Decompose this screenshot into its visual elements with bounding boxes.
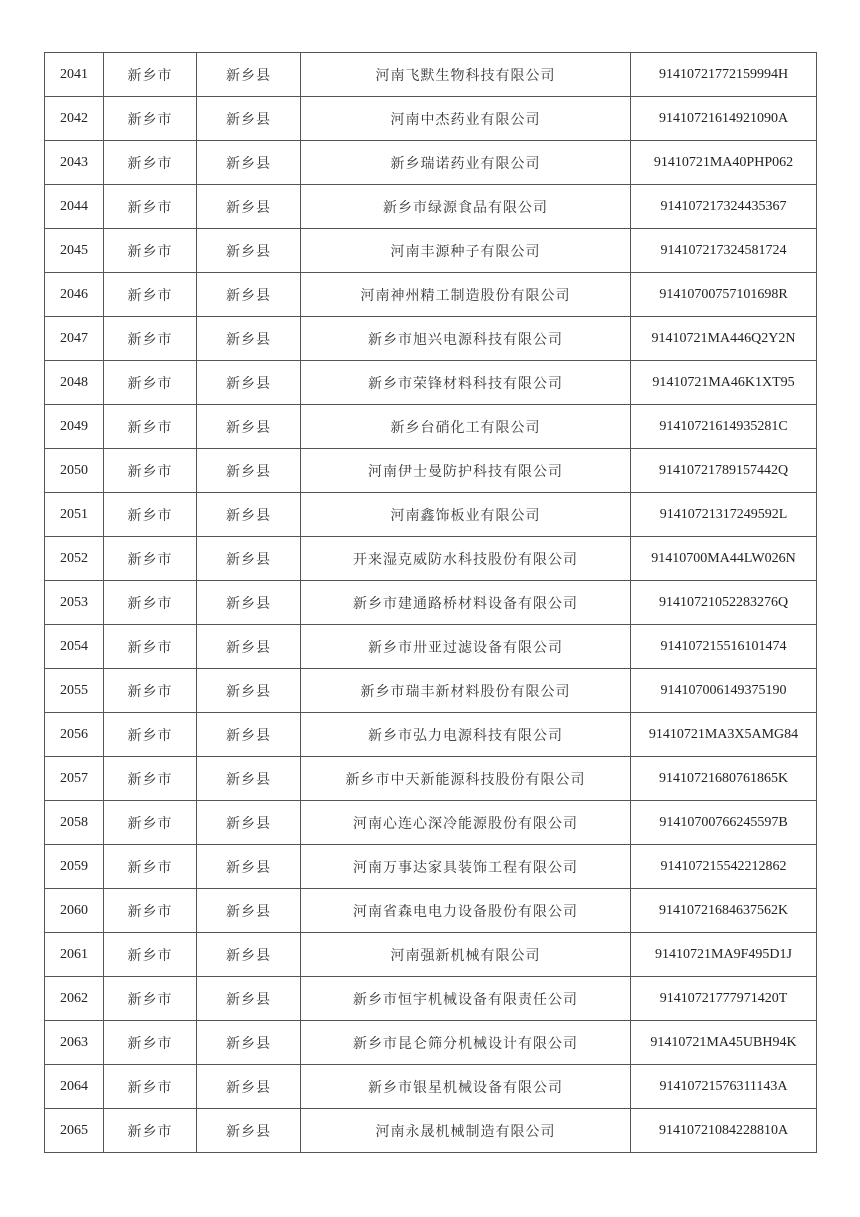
row-number: 2058 — [45, 801, 104, 845]
credit-code-cell: 91410721789157442Q — [631, 449, 817, 493]
credit-code-cell: 914107215542212862 — [631, 845, 817, 889]
company-name-cell: 河南强新机械有限公司 — [301, 933, 631, 977]
credit-code-cell: 91410721MA46K1XT95 — [631, 361, 817, 405]
table-row — [45, 317, 817, 361]
city-cell: 新乡市 — [104, 493, 197, 537]
county-cell: 新乡县 — [197, 669, 301, 713]
row-number: 2052 — [45, 537, 104, 581]
county-cell: 新乡县 — [197, 405, 301, 449]
enterprise-table — [44, 52, 817, 1153]
credit-code-cell: 91410721777971420T — [631, 977, 817, 1021]
county-cell: 新乡县 — [197, 1065, 301, 1109]
row-number: 2048 — [45, 361, 104, 405]
county-cell: 新乡县 — [197, 977, 301, 1021]
county-cell: 新乡县 — [197, 229, 301, 273]
credit-code-cell: 91410700766245597B — [631, 801, 817, 845]
table-row — [45, 1065, 817, 1109]
city-cell: 新乡市 — [104, 317, 197, 361]
row-number: 2059 — [45, 845, 104, 889]
city-cell: 新乡市 — [104, 405, 197, 449]
row-number: 2043 — [45, 141, 104, 185]
table-row — [45, 889, 817, 933]
city-cell: 新乡市 — [104, 581, 197, 625]
company-name-cell: 河南神州精工制造股份有限公司 — [301, 273, 631, 317]
table-row — [45, 1021, 817, 1065]
city-cell: 新乡市 — [104, 449, 197, 493]
table-row — [45, 1109, 817, 1153]
city-cell: 新乡市 — [104, 361, 197, 405]
city-cell: 新乡市 — [104, 537, 197, 581]
row-number: 2044 — [45, 185, 104, 229]
table-row — [45, 97, 817, 141]
company-name-cell: 新乡瑞诺药业有限公司 — [301, 141, 631, 185]
company-name-cell: 新乡市旭兴电源科技有限公司 — [301, 317, 631, 361]
table-row — [45, 493, 817, 537]
city-cell: 新乡市 — [104, 889, 197, 933]
row-number: 2041 — [45, 53, 104, 97]
city-cell: 新乡市 — [104, 713, 197, 757]
row-number: 2063 — [45, 1021, 104, 1065]
row-number: 2050 — [45, 449, 104, 493]
county-cell: 新乡县 — [197, 449, 301, 493]
table-row — [45, 141, 817, 185]
credit-code-cell: 91410721680761865K — [631, 757, 817, 801]
row-number: 2061 — [45, 933, 104, 977]
city-cell: 新乡市 — [104, 185, 197, 229]
county-cell: 新乡县 — [197, 845, 301, 889]
company-name-cell: 河南永晟机械制造有限公司 — [301, 1109, 631, 1153]
table-row — [45, 229, 817, 273]
company-name-cell: 新乡市荣锋材料科技有限公司 — [301, 361, 631, 405]
city-cell: 新乡市 — [104, 1065, 197, 1109]
credit-code-cell: 91410700MA44LW026N — [631, 537, 817, 581]
county-cell: 新乡县 — [197, 493, 301, 537]
company-name-cell: 新乡市卅亚过滤设备有限公司 — [301, 625, 631, 669]
table-row — [45, 977, 817, 1021]
company-name-cell: 河南省森电电力设备股份有限公司 — [301, 889, 631, 933]
company-name-cell: 河南伊士曼防护科技有限公司 — [301, 449, 631, 493]
table-row — [45, 537, 817, 581]
company-name-cell: 河南心连心深冷能源股份有限公司 — [301, 801, 631, 845]
credit-code-cell: 91410721576311143A — [631, 1065, 817, 1109]
row-number: 2047 — [45, 317, 104, 361]
row-number: 2057 — [45, 757, 104, 801]
table-row — [45, 757, 817, 801]
company-name-cell: 河南万事达家具装饰工程有限公司 — [301, 845, 631, 889]
company-name-cell: 开来湿克威防水科技股份有限公司 — [301, 537, 631, 581]
table-row — [45, 361, 817, 405]
credit-code-cell: 91410721317249592L — [631, 493, 817, 537]
table-row — [45, 845, 817, 889]
county-cell: 新乡县 — [197, 185, 301, 229]
county-cell: 新乡县 — [197, 361, 301, 405]
credit-code-cell: 914107217324581724 — [631, 229, 817, 273]
company-name-cell: 新乡市弘力电源科技有限公司 — [301, 713, 631, 757]
county-cell: 新乡县 — [197, 625, 301, 669]
city-cell: 新乡市 — [104, 1109, 197, 1153]
credit-code-cell: 91410721MA45UBH94K — [631, 1021, 817, 1065]
credit-code-cell: 91410721614921090A — [631, 97, 817, 141]
row-number: 2045 — [45, 229, 104, 273]
table-row — [45, 273, 817, 317]
county-cell: 新乡县 — [197, 273, 301, 317]
table-body — [45, 53, 817, 1153]
city-cell: 新乡市 — [104, 757, 197, 801]
county-cell: 新乡县 — [197, 889, 301, 933]
row-number: 2042 — [45, 97, 104, 141]
company-name-cell: 新乡台硝化工有限公司 — [301, 405, 631, 449]
county-cell: 新乡县 — [197, 141, 301, 185]
city-cell: 新乡市 — [104, 53, 197, 97]
row-number: 2053 — [45, 581, 104, 625]
row-number: 2060 — [45, 889, 104, 933]
credit-code-cell: 914107217324435367 — [631, 185, 817, 229]
table-row — [45, 53, 817, 97]
company-name-cell: 河南中杰药业有限公司 — [301, 97, 631, 141]
county-cell: 新乡县 — [197, 537, 301, 581]
city-cell: 新乡市 — [104, 229, 197, 273]
row-number: 2046 — [45, 273, 104, 317]
table-row — [45, 449, 817, 493]
city-cell: 新乡市 — [104, 801, 197, 845]
row-number: 2055 — [45, 669, 104, 713]
row-number: 2049 — [45, 405, 104, 449]
company-name-cell: 河南鑫饰板业有限公司 — [301, 493, 631, 537]
credit-code-cell: 91410721MA40PHP062 — [631, 141, 817, 185]
city-cell: 新乡市 — [104, 141, 197, 185]
company-name-cell: 河南丰源种子有限公司 — [301, 229, 631, 273]
row-number: 2065 — [45, 1109, 104, 1153]
table-row — [45, 669, 817, 713]
company-name-cell: 新乡市建通路桥材料设备有限公司 — [301, 581, 631, 625]
company-name-cell: 新乡市绿源食品有限公司 — [301, 185, 631, 229]
company-name-cell: 新乡市昆仑筛分机械设计有限公司 — [301, 1021, 631, 1065]
city-cell: 新乡市 — [104, 669, 197, 713]
credit-code-cell: 91410721MA9F495D1J — [631, 933, 817, 977]
county-cell: 新乡县 — [197, 801, 301, 845]
county-cell: 新乡县 — [197, 933, 301, 977]
table-row — [45, 713, 817, 757]
table-row — [45, 625, 817, 669]
row-number: 2064 — [45, 1065, 104, 1109]
company-name-cell: 新乡市银星机械设备有限公司 — [301, 1065, 631, 1109]
county-cell: 新乡县 — [197, 1021, 301, 1065]
credit-code-cell: 91410721684637562K — [631, 889, 817, 933]
table-row — [45, 933, 817, 977]
city-cell: 新乡市 — [104, 977, 197, 1021]
credit-code-cell: 91410721MA3X5AMG84 — [631, 713, 817, 757]
county-cell: 新乡县 — [197, 53, 301, 97]
county-cell: 新乡县 — [197, 713, 301, 757]
company-name-cell: 新乡市中天新能源科技股份有限公司 — [301, 757, 631, 801]
county-cell: 新乡县 — [197, 757, 301, 801]
company-name-cell: 新乡市瑞丰新材料股份有限公司 — [301, 669, 631, 713]
credit-code-cell: 914107006149375190 — [631, 669, 817, 713]
county-cell: 新乡县 — [197, 1109, 301, 1153]
county-cell: 新乡县 — [197, 581, 301, 625]
city-cell: 新乡市 — [104, 273, 197, 317]
county-cell: 新乡县 — [197, 97, 301, 141]
city-cell: 新乡市 — [104, 845, 197, 889]
credit-code-cell: 91410700757101698R — [631, 273, 817, 317]
credit-code-cell: 91410721614935281C — [631, 405, 817, 449]
row-number: 2062 — [45, 977, 104, 1021]
credit-code-cell: 91410721052283276Q — [631, 581, 817, 625]
city-cell: 新乡市 — [104, 625, 197, 669]
company-name-cell: 新乡市恒宇机械设备有限责任公司 — [301, 977, 631, 1021]
credit-code-cell: 91410721772159994H — [631, 53, 817, 97]
credit-code-cell: 91410721084228810A — [631, 1109, 817, 1153]
table-row — [45, 185, 817, 229]
table-row — [45, 581, 817, 625]
city-cell: 新乡市 — [104, 933, 197, 977]
city-cell: 新乡市 — [104, 1021, 197, 1065]
table-row — [45, 405, 817, 449]
table-row — [45, 801, 817, 845]
city-cell: 新乡市 — [104, 97, 197, 141]
row-number: 2051 — [45, 493, 104, 537]
company-name-cell: 河南飞默生物科技有限公司 — [301, 53, 631, 97]
row-number: 2054 — [45, 625, 104, 669]
credit-code-cell: 914107215516101474 — [631, 625, 817, 669]
county-cell: 新乡县 — [197, 317, 301, 361]
row-number: 2056 — [45, 713, 104, 757]
credit-code-cell: 91410721MA446Q2Y2N — [631, 317, 817, 361]
